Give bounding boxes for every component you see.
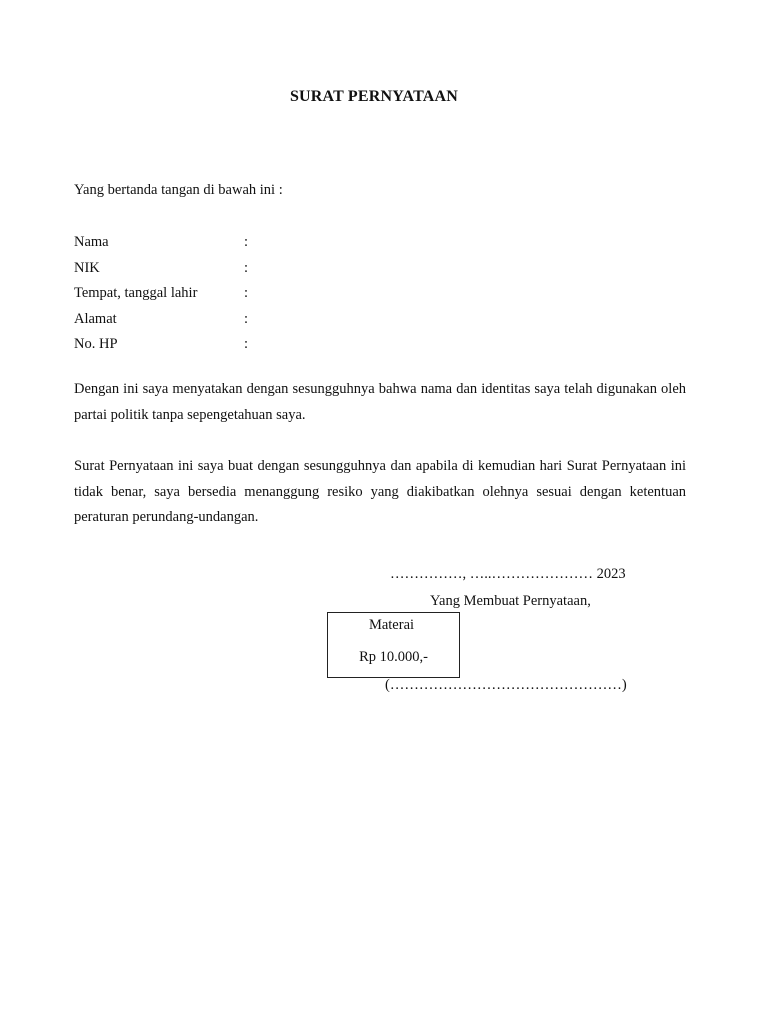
- field-colon: :: [244, 259, 249, 276]
- field-label: NIK: [74, 259, 100, 276]
- field-colon: :: [244, 234, 249, 250]
- document-title: SURAT PERNYATAAN: [289, 88, 459, 105]
- field-label: Tempat, tanggal lahir: [74, 285, 198, 301]
- stamp-value: Rp 10.000,-: [359, 649, 428, 665]
- statement-paragraph: Dengan ini saya menyatakan dengan sesungguhnya bahwa nama dan identitas saya telah digunakan oleh partai politik tanpa sepengetahuan saya.: [74, 381, 686, 423]
- maker-label: Yang Membuat Pernyataan,: [430, 593, 591, 609]
- field-colon: :: [244, 310, 249, 327]
- field-colon: :: [244, 285, 249, 301]
- place-date-line: ……………, …..………………… 2023: [390, 566, 626, 582]
- field-label: Nama: [74, 234, 109, 250]
- stamp-box: [327, 612, 460, 678]
- signature-line: (…………………………………………): [385, 677, 627, 693]
- field-label: Alamat: [74, 310, 117, 327]
- field-colon: :: [244, 336, 249, 352]
- field-label: No. HP: [74, 336, 118, 352]
- declaration-paragraph: Surat Pernyataan ini saya buat dengan sesungguhnya dan apabila di kemudian hari Surat Pernyataan ini tidak benar, saya bersedia menanggung resiko yang diakibatkan olehnya sesuai dengan ketentuan peraturan perundang-undangan.: [74, 458, 686, 525]
- intro-text: Yang bertanda tangan di bawah ini :: [74, 182, 283, 198]
- stamp-label: Materai: [368, 617, 415, 633]
